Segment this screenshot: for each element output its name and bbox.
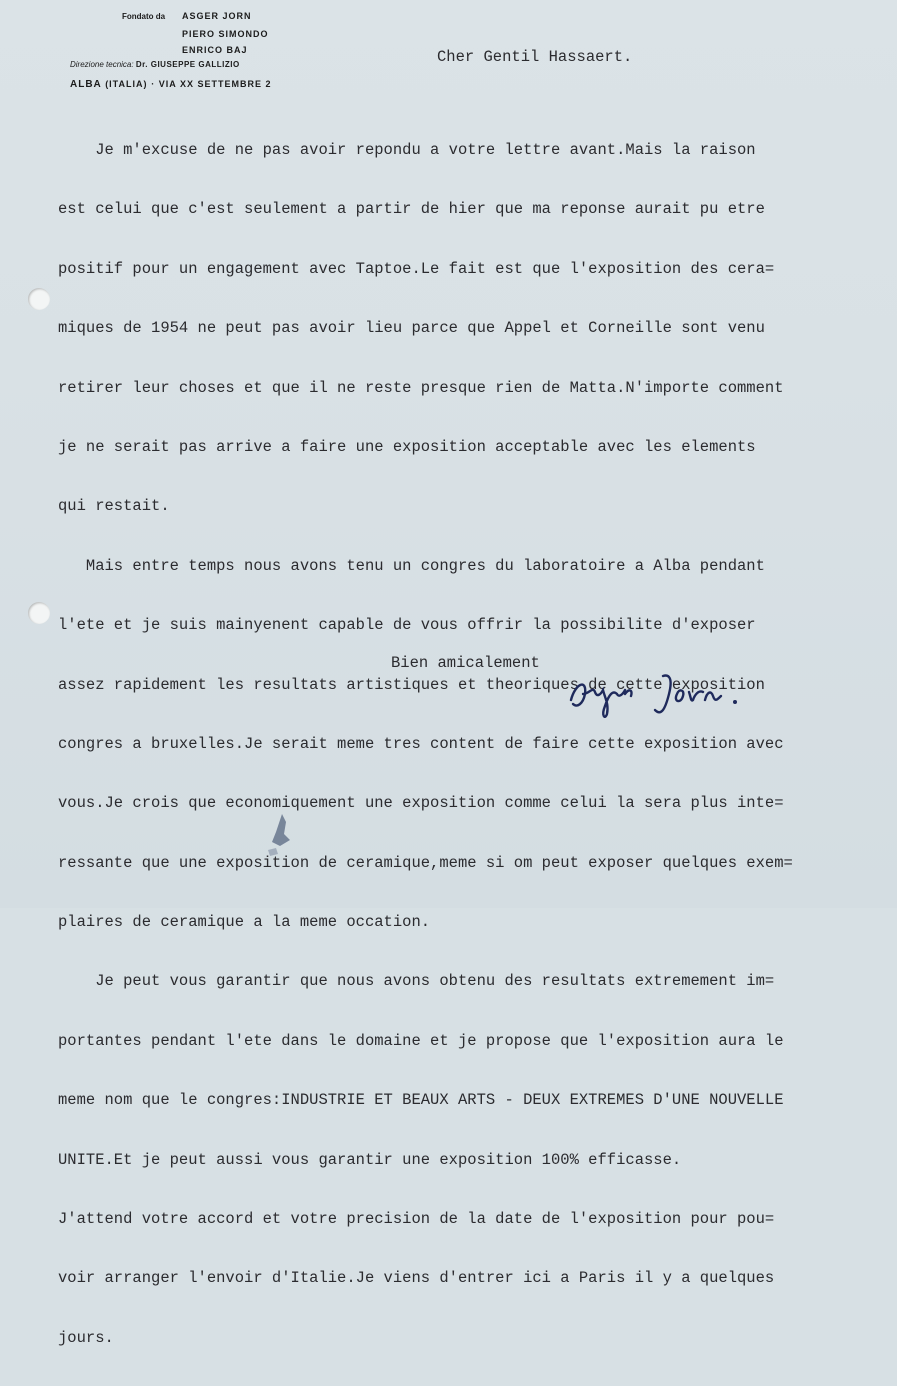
letterhead-founder-1: ASGER JORN bbox=[182, 11, 252, 21]
letterhead-city: ALBA bbox=[70, 79, 102, 90]
body-line: Je m'excuse de ne pas avoir repondu a votre lettre avant.Mais la raison bbox=[58, 141, 756, 159]
body-line: jours. bbox=[58, 1328, 114, 1347]
body-line: vous.Je crois que economiquement une exposition comme celui la sera plus inte= bbox=[58, 794, 784, 813]
letterhead-fondato: Fondato da bbox=[122, 12, 166, 21]
body-line: qui restait. bbox=[58, 497, 170, 516]
body-line: J'attend votre accord et votre precision de la date de l'exposition pour pou= bbox=[58, 1210, 775, 1229]
letterhead-direzione-label: Direzione tecnica: bbox=[70, 60, 134, 69]
letterhead-street: · VIA XX SETTEMBRE 2 bbox=[151, 79, 272, 89]
body-line: est celui que c'est seulement a partir de hier que ma reponse aurait pu etre bbox=[58, 200, 765, 219]
body-line: voir arranger l'envoir d'Italie.Je viens d'entrer ici a Paris il y a quelques bbox=[58, 1269, 775, 1288]
salutation: Cher Gentil Hassaert. bbox=[437, 48, 633, 66]
body-line: congres a bruxelles.Je serait meme tres content de faire cette exposition avec bbox=[58, 734, 784, 753]
body-line: ressante que une exposition de ceramique,meme si om peut exposer quelques exem= bbox=[58, 853, 793, 872]
letterhead-direzione bbox=[70, 60, 240, 69]
body-line: positif pour un engagement avec Taptoe.Le fait est que l'exposition des cera= bbox=[58, 259, 775, 278]
signature bbox=[565, 664, 785, 724]
letterhead-address bbox=[70, 79, 271, 90]
body-line: UNITE.Et je peut aussi vous garantir une exposition 100% efficasse. bbox=[58, 1150, 682, 1169]
body-line: Je peut vous garantir que nous avons obtenu des resultats extremement im= bbox=[58, 972, 775, 991]
body-line: plaires de ceramique a la meme occation. bbox=[58, 913, 431, 932]
body-line: retirer leur choses et que il ne reste presque rien de Matta.N'importe comment bbox=[58, 378, 784, 397]
body-line: meme nom que le congres:INDUSTRIE ET BEAUX ARTS - DEUX EXTREMES D'UNE NOUVELLE bbox=[58, 1091, 784, 1110]
punch-hole bbox=[28, 602, 50, 624]
letter-body bbox=[58, 103, 793, 1386]
ink-smudge bbox=[262, 810, 302, 860]
letterhead-founder-2: PIERO SIMONDO bbox=[182, 29, 269, 39]
body-line: je ne serait pas arrive a faire une exposition acceptable avec les elements bbox=[58, 437, 756, 456]
closing: Bien amicalement bbox=[391, 654, 540, 672]
letterhead-country: (ITALIA) bbox=[105, 79, 148, 89]
letterhead-direzione-name: Dr. GIUSEPPE GALLIZIO bbox=[135, 60, 240, 69]
letterhead-founder-3: ENRICO BAJ bbox=[182, 45, 248, 55]
punch-hole bbox=[28, 288, 50, 310]
body-line: l'ete et je suis mainyenent capable de vous offrir la possibilite d'exposer bbox=[58, 616, 756, 635]
body-line: assez rapidement les resultats artistiques et theoriques de cette exposition bbox=[58, 675, 765, 694]
body-line: Mais entre temps nous avons tenu un congres du laboratoire a Alba pendant bbox=[58, 556, 765, 575]
body-line: portantes pendant l'ete dans le domaine et je propose que l'exposition aura le bbox=[58, 1031, 784, 1050]
body-line: miques de 1954 ne peut pas avoir lieu parce que Appel et Corneille sont venu bbox=[58, 319, 765, 338]
